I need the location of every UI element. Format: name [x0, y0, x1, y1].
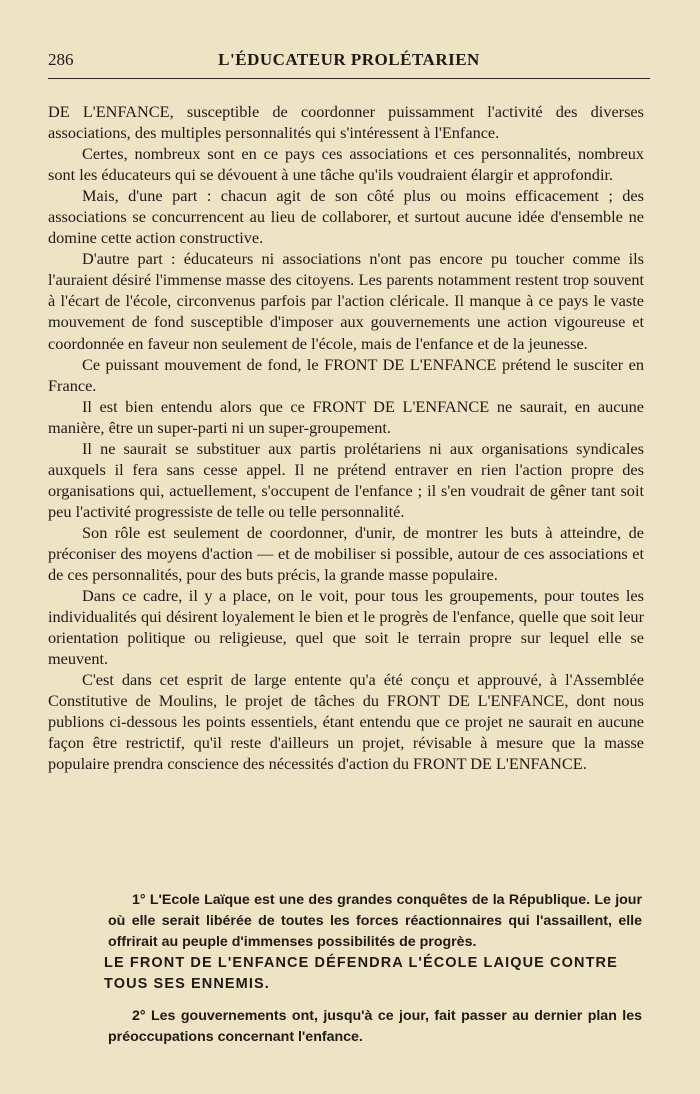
page-number: 286 — [48, 50, 74, 69]
point-spacer — [108, 995, 642, 1006]
point-2-number: 2° — [132, 1008, 146, 1024]
paragraph-4: D'autre part : éducateurs ni associations n'ont pas encore pu toucher comme ils l'auraient désiré l'immense masse des citoyens. Les parents notamment restent trop souvent à l'écart de l'école, circonvenus parfois par l'action cléricale. Il manque à ce pays le vaste mouvement de fond susceptible d'imposer aux gouvernements une action vigoureuse et coordonnée en faveur non seulement de l'école, mais de l'enfance et de la jeunesse. — [48, 249, 644, 353]
program-points — [104, 890, 642, 1048]
paragraph-3: Mais, d'une part : chacun agit de son côté plus ou moins efficacement ; des associations se concurrencent au lieu de collaborer, et surtout aucune idée d'ensemble ne domine cette action constructive. — [48, 186, 644, 248]
paragraph-7: Il ne saurait se substituer aux partis prolétariens ni aux organisations syndicales auxquels il fera sans cesse appel. Il ne prétend entraver en rien l'action propre des organisations qui, actuellement, s'occupent de l'enfance ; il s'en voudrait de gêner tant soit peu l'activité progressiste de telle ou telle personnalité. — [48, 438, 644, 521]
paragraph-8: Son rôle est seulement de coordonner, d'unir, de montrer les buts à atteindre, de préconiser des moyens d'action — et de mobiliser si possible, autour de ces associations et de ces personnalités, pour des buts précis, la grande masse populaire. — [48, 522, 644, 585]
paragraph-10: C'est dans cet esprit de large entente qu'a été conçu et approuvé, à l'Assemblée Constitutive de Moulins, le projet de tâches du FRONT DE L'ENFANCE, dont nous publions ci-dessous les points essentiels, étant entendu que ce projet ne saurait en aucune façon être restrictif, qu'il reste d'ailleurs un projet, révisable à mesure que la masse populaire prendra conscience des nécessités d'action du FRONT DE L'ENFANCE. — [48, 670, 644, 774]
point-1-text: L'Ecole Laïque est une des grandes conquêtes de la République. Le jour où elle serait libérée de toutes les forces réactionnaires qui l'assaillent, elle offrirait au peuple d'immenses possibilités de progrès. — [108, 892, 642, 950]
point-1 — [108, 890, 642, 953]
paragraph-5: Ce puissant mouvement de fond, le FRONT DE L'ENFANCE prétend le susciter en France. — [48, 354, 644, 395]
page-header — [48, 50, 650, 79]
point-1-number: 1° — [132, 892, 146, 908]
paragraph-9: Dans ce cadre, il y a place, on le voit, pour tous les groupements, pour toutes les individualités qui désirent loyalement le bien et le progrès de l'enfance, quelle que soit leur orientation politique ou religieuse, quel que soit le terrain propre sur lequel elle se meuvent. — [48, 586, 644, 669]
article-body — [48, 101, 644, 775]
point-2 — [108, 1006, 642, 1048]
running-title: L'ÉDUCATEUR PROLÉTARIEN — [218, 50, 480, 69]
paragraph-2: Certes, nombreux sont en ce pays ces associations et ces personnalités, nombreux sont les éducateurs qui se dévouent à une tâche qu'ils voudraient élargir et approfondir. — [48, 144, 644, 185]
point-2-text: Les gouvernements ont, jusqu'à ce jour, fait passer au dernier plan les préoccupations concernant l'enfance. — [108, 1008, 642, 1045]
paragraph-1: DE L'ENFANCE, susceptible de coordonner puissamment l'activité des diverses associations, des multiples personnalités qui s'intéressent à l'Enfance. — [48, 102, 644, 143]
point-1-slogan: LE FRONT DE L'ENFANCE DÉFENDRA L'ÉCOLE LAIQUE CONTRE TOUS SES ENNEMIS. — [104, 955, 618, 992]
paragraph-6: Il est bien entendu alors que ce FRONT DE L'ENFANCE ne saurait, en aucune manière, être un super-parti ni un super-groupement. — [48, 396, 644, 437]
